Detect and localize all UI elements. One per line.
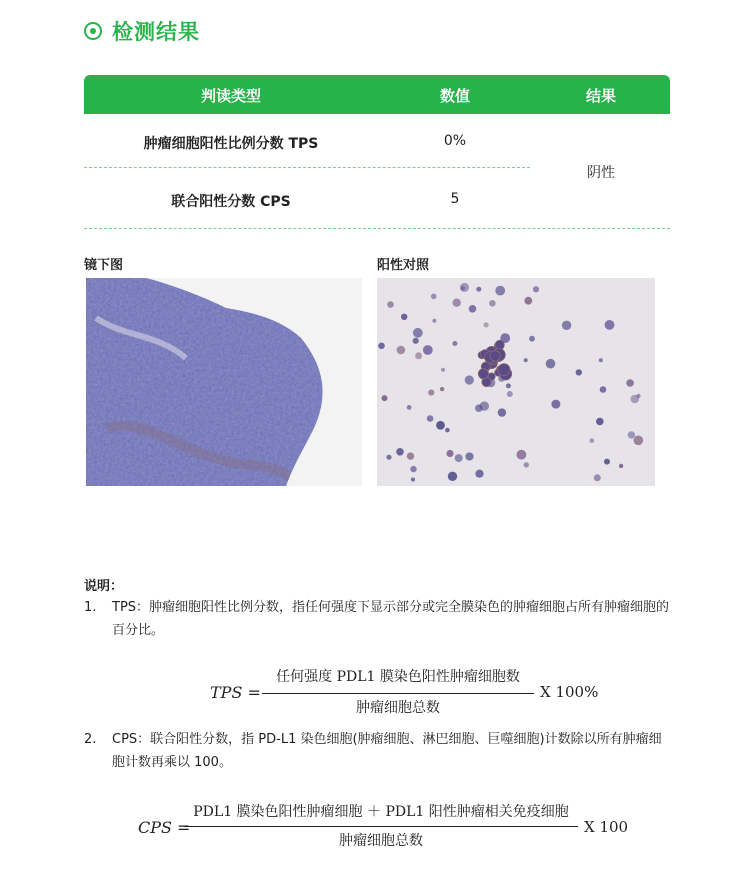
target-circle-icon — [84, 22, 102, 40]
tps-formula — [210, 666, 610, 722]
row-divider — [84, 167, 530, 168]
note-item-tps — [84, 596, 674, 642]
cps-formula-rhs: X 100 — [584, 818, 629, 836]
header-result: 结果 — [585, 87, 617, 105]
row-tps-value: 0% — [443, 133, 467, 149]
tps-formula-rhs: X 100% — [540, 683, 599, 701]
tps-formula-numerator: 任何强度 PDL1 膜染色阳性肿瘤细胞数 — [276, 669, 520, 685]
row-tps-type: 肿瘤细胞阳性比例分数 TPS — [143, 136, 319, 152]
cps-formula-denominator: 肿瘤细胞总数 — [339, 833, 423, 849]
section-header — [84, 16, 200, 46]
note-text: TPS：肿瘤细胞阳性比例分数，指任何强度下显示部分或完全膜染色的肿瘤细胞占所有肿瘤细胞的百分比。 — [112, 600, 670, 638]
result-value: 阴性 — [587, 165, 615, 181]
cps-fraction-bar — [184, 826, 578, 827]
note-number: 1. — [84, 600, 97, 615]
row-cps-value: 5 — [450, 191, 460, 207]
cps-formula-lhs: CPS = — [138, 818, 191, 837]
note-text: CPS：联合阳性分数，指 PD-L1 染色细胞(肿瘤细胞、淋巴细胞、巨噬细胞)计数除以所有肿瘤细胞计数再乘以 100。 — [112, 732, 662, 770]
section-title: 检测结果 — [112, 20, 200, 44]
table-bottom-divider — [84, 228, 670, 229]
micro-image-label: 镜下图 — [84, 258, 124, 273]
tps-formula-lhs: TPS = — [210, 683, 261, 702]
header-value: 数值 — [439, 87, 471, 105]
cps-formula — [138, 805, 628, 855]
note-number: 2. — [84, 732, 97, 747]
microscope-image — [86, 278, 362, 486]
note-item-cps — [84, 728, 674, 774]
positive-control-image — [377, 278, 655, 486]
row-cps-type: 联合阳性分数 CPS — [171, 194, 291, 210]
notes-title: 说明： — [84, 579, 124, 594]
cps-formula-numerator: PDL1 膜染色阳性肿瘤细胞 ＋ PDL1 阳性肿瘤相关免疫细胞 — [193, 804, 569, 820]
tps-fraction-bar — [262, 693, 534, 694]
tps-formula-denominator: 肿瘤细胞总数 — [356, 700, 440, 716]
control-image-label: 阳性对照 — [377, 258, 430, 273]
header-type: 判读类型 — [200, 87, 262, 105]
table-header — [84, 75, 670, 114]
